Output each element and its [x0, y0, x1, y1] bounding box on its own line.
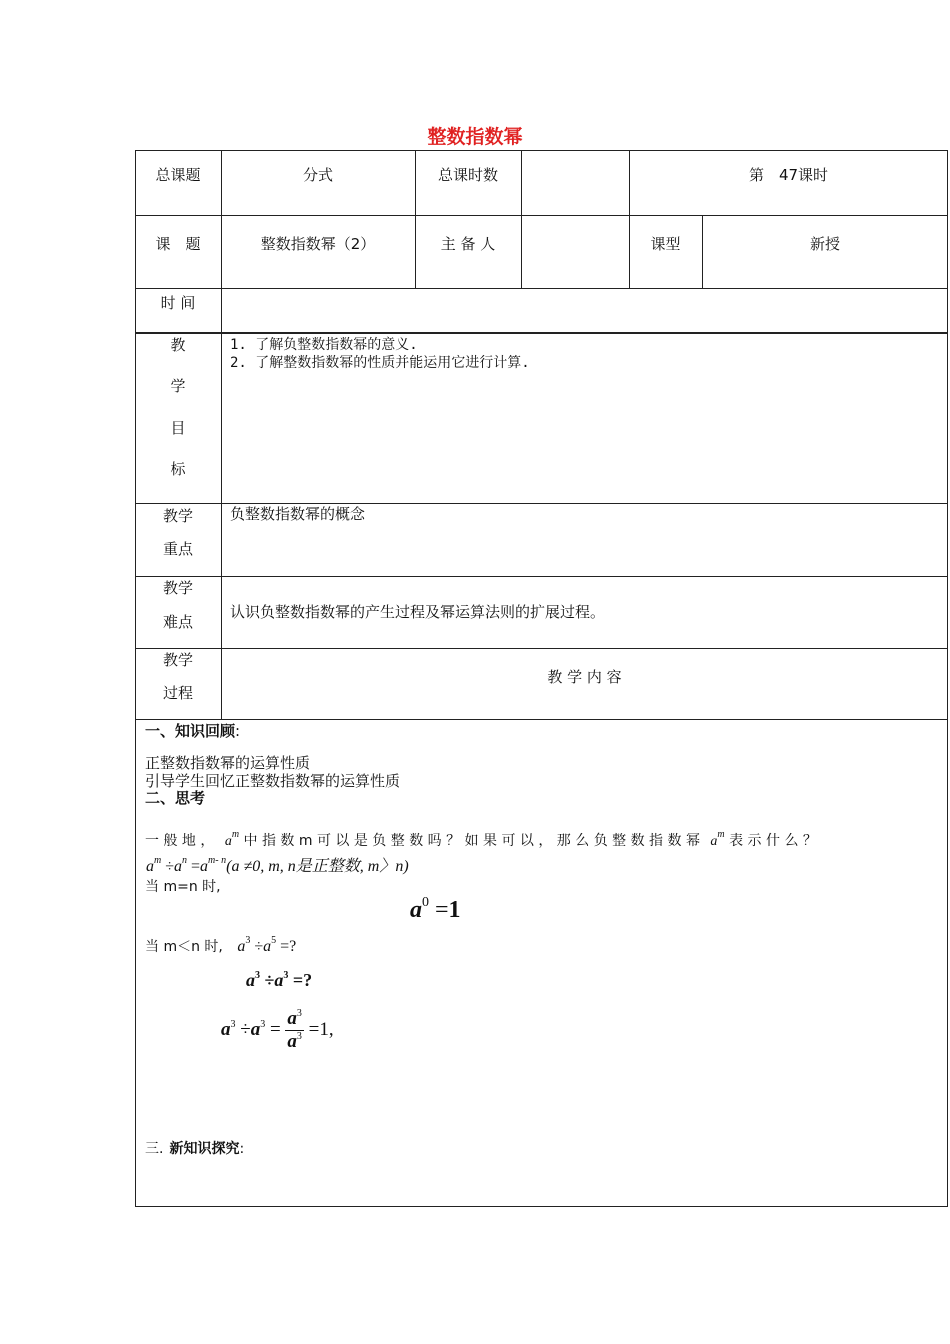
lesson-number: 第 47课时 [748, 166, 829, 184]
think-part-3: 表 示 什 么 ？ [729, 833, 817, 849]
objectives-label-4: 标 [170, 460, 186, 478]
fraction: $\frac{a^3}{a^3}$ [287, 1008, 302, 1052]
section-3-prefix: 三. [145, 1141, 164, 1157]
process-label-1: 教学 [162, 651, 193, 669]
math-a: a [710, 834, 718, 849]
type-label: 课型 [650, 235, 681, 253]
rule-condition: (a ≠0, m, n是正整数, m〉n) [226, 858, 409, 875]
objective-item: 1. 了解负整数指数幂的意义. [230, 337, 418, 353]
a3-div-a3-question: $a^3 \div a^3$ =? [246, 970, 313, 990]
a-zero-equation: $a^0 =1$ [410, 895, 461, 923]
key-point-label-2: 重点 [162, 540, 193, 558]
process-label-2: 过程 [162, 684, 193, 702]
math-a: a [224, 834, 232, 849]
preparer-label: 主 备 人 [440, 235, 496, 253]
objectives-label-3: 目 [170, 419, 186, 437]
section-1-heading [145, 720, 240, 741]
think-question [145, 830, 817, 850]
key-point-text: 负整数指数幂的概念 [230, 505, 366, 523]
case-m-less-n: 当 m＜n 时, $a^3 \div a^5$ =? [145, 935, 297, 955]
topic-value: 整数指数幂（2） [260, 235, 376, 253]
a3-div-a3-fraction: $a^3 \div a^3$ = $\frac{a^3}{a^3}$ =1, [221, 1008, 334, 1052]
content-header: 教 学 内 容 [547, 668, 622, 686]
key-point-label-1: 教学 [162, 507, 193, 525]
math-m: m [717, 829, 725, 840]
review-line-2: 引导学生回忆正整数指数幂的运算性质 [145, 772, 401, 790]
section-2-title: 二、思考 [145, 789, 206, 807]
section-3-colon: : [239, 1141, 245, 1157]
difficulty-text: 认识负整数指数幂的产生过程及幂运算法则的扩展过程。 [230, 603, 606, 621]
time-label: 时 间 [160, 294, 196, 312]
total-topic-label: 总课题 [155, 166, 201, 184]
a3-div-a5: $a^3 \div a^5$ =? [237, 935, 297, 955]
section-3-heading [145, 1138, 244, 1158]
section-3-title: 新知识探究 [169, 1141, 240, 1157]
plan-table [135, 333, 948, 720]
objectives-label-2: 学 [170, 377, 186, 395]
math-m: m [231, 829, 240, 840]
section-1-title: 一、知识回顾 [145, 722, 236, 740]
case-m-equals-n: 当 m=n 时, [145, 879, 221, 895]
total-hours-label: 总课时数 [437, 166, 498, 184]
type-value: 新授 [809, 235, 840, 253]
difficulty-label-2: 难点 [162, 613, 193, 631]
division-rule: $a^m \div a^n =a^{m- n}(a \ne 0$, m, n是正整数, m〉n) [146, 855, 409, 875]
page-title: 整数指数幂 [427, 126, 523, 148]
total-topic-value: 分式 [302, 166, 333, 184]
review-line-1: 正整数指数幂的运算性质 [145, 754, 311, 772]
objectives-label-1: 教 [170, 336, 186, 354]
difficulty-label-1: 教学 [162, 579, 193, 597]
think-part-2: 中 指 数 m 可 以 是 负 整 数 吗 ？ 如 果 可 以 ， 那 么 负 整 数 指 数 幂 [243, 833, 700, 849]
section-1-colon: : [235, 722, 241, 740]
objective-item: 2. 了解整数指数幂的性质并能运用它进行计算. [230, 355, 530, 371]
topic-label: 课 题 [155, 235, 201, 253]
content-box [135, 719, 948, 1207]
think-part-1: 一 般 地 ， [145, 833, 215, 849]
